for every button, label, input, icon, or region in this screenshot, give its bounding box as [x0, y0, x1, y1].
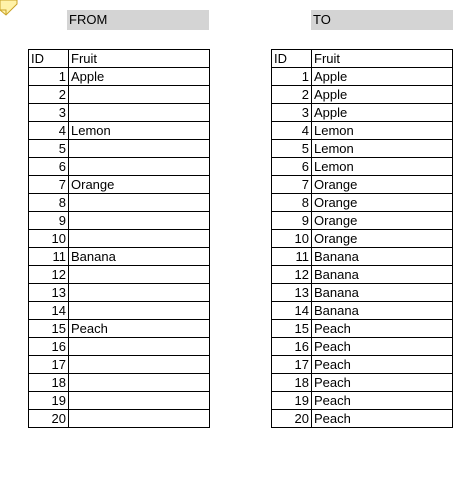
table-row — [29, 104, 210, 122]
fruit-cell[interactable]: Peach — [312, 410, 453, 428]
id-column-header[interactable]: ID — [272, 50, 312, 68]
to-table — [271, 49, 453, 428]
table-row — [29, 338, 210, 356]
table-row — [29, 158, 210, 176]
id-cell[interactable]: 14 — [272, 302, 312, 320]
table-row — [272, 68, 453, 86]
fruit-cell[interactable]: Peach — [312, 338, 453, 356]
fruit-cell[interactable] — [69, 302, 210, 320]
to-header: TO — [311, 10, 453, 30]
id-cell[interactable]: 20 — [272, 410, 312, 428]
table-row — [272, 410, 453, 428]
id-cell[interactable]: 3 — [272, 104, 312, 122]
fruit-cell[interactable] — [69, 410, 210, 428]
table-row — [29, 392, 210, 410]
id-cell[interactable]: 20 — [29, 410, 69, 428]
table-row — [272, 86, 453, 104]
fruit-cell[interactable]: Banana — [69, 248, 210, 266]
fruit-cell[interactable]: Orange — [312, 230, 453, 248]
id-cell[interactable]: 5 — [272, 140, 312, 158]
id-cell[interactable]: 8 — [29, 194, 69, 212]
table-row — [29, 140, 210, 158]
id-cell[interactable]: 9 — [29, 212, 69, 230]
fruit-cell[interactable]: Banana — [312, 302, 453, 320]
id-cell[interactable]: 16 — [272, 338, 312, 356]
fruit-column-header[interactable]: Fruit — [312, 50, 453, 68]
id-cell[interactable]: 11 — [29, 248, 69, 266]
table-row — [29, 122, 210, 140]
fruit-cell[interactable]: Peach — [312, 392, 453, 410]
id-cell[interactable]: 6 — [272, 158, 312, 176]
table-row — [29, 302, 210, 320]
from-header: FROM — [67, 10, 209, 30]
id-cell[interactable]: 14 — [29, 302, 69, 320]
fruit-cell[interactable]: Orange — [69, 176, 210, 194]
fruit-cell[interactable] — [69, 194, 210, 212]
table-row — [272, 212, 453, 230]
id-cell[interactable]: 8 — [272, 194, 312, 212]
table-row — [272, 392, 453, 410]
table-row — [29, 68, 210, 86]
fruit-cell[interactable]: Banana — [312, 248, 453, 266]
fruit-cell[interactable] — [69, 374, 210, 392]
fruit-cell[interactable] — [69, 284, 210, 302]
fruit-cell[interactable]: Apple — [312, 68, 453, 86]
table-row — [272, 356, 453, 374]
fruit-cell[interactable]: Lemon — [312, 140, 453, 158]
id-cell[interactable]: 12 — [29, 266, 69, 284]
id-cell[interactable]: 17 — [29, 356, 69, 374]
fruit-cell[interactable] — [69, 392, 210, 410]
fruit-cell[interactable] — [69, 338, 210, 356]
table-row — [272, 122, 453, 140]
id-cell[interactable]: 18 — [29, 374, 69, 392]
table-row — [272, 194, 453, 212]
id-cell[interactable]: 11 — [272, 248, 312, 266]
table-row — [272, 140, 453, 158]
fruit-cell[interactable] — [69, 140, 210, 158]
fruit-cell[interactable]: Apple — [312, 104, 453, 122]
fruit-column-header[interactable]: Fruit — [69, 50, 210, 68]
table-row — [29, 212, 210, 230]
id-cell[interactable]: 9 — [272, 212, 312, 230]
id-cell[interactable]: 17 — [272, 356, 312, 374]
table-row — [272, 320, 453, 338]
fruit-cell[interactable]: Peach — [312, 356, 453, 374]
id-cell[interactable]: 16 — [29, 338, 69, 356]
id-cell[interactable]: 19 — [272, 392, 312, 410]
fruit-cell[interactable] — [69, 212, 210, 230]
id-cell[interactable]: 7 — [272, 176, 312, 194]
table-row — [29, 248, 210, 266]
id-cell[interactable]: 13 — [272, 284, 312, 302]
table-row — [29, 374, 210, 392]
fruit-cell[interactable]: Peach — [69, 320, 210, 338]
id-cell[interactable]: 1 — [272, 68, 312, 86]
id-cell[interactable]: 4 — [29, 122, 69, 140]
fruit-cell[interactable]: Orange — [312, 194, 453, 212]
fruit-cell[interactable] — [69, 230, 210, 248]
header-row — [272, 50, 453, 68]
id-cell[interactable]: 19 — [29, 392, 69, 410]
table-row — [29, 86, 210, 104]
table-row — [29, 230, 210, 248]
id-cell[interactable]: 15 — [272, 320, 312, 338]
id-cell[interactable]: 2 — [29, 86, 69, 104]
table-row — [29, 410, 210, 428]
fruit-cell[interactable]: Orange — [312, 212, 453, 230]
id-cell[interactable]: 1 — [29, 68, 69, 86]
id-cell[interactable]: 15 — [29, 320, 69, 338]
table-row — [29, 194, 210, 212]
id-cell[interactable]: 5 — [29, 140, 69, 158]
fruit-cell[interactable]: Banana — [312, 266, 453, 284]
from-table — [28, 49, 210, 428]
table-row — [272, 248, 453, 266]
fruit-cell[interactable] — [69, 158, 210, 176]
id-cell[interactable]: 18 — [272, 374, 312, 392]
table-row — [272, 104, 453, 122]
table-row — [29, 320, 210, 338]
fruit-cell[interactable] — [69, 104, 210, 122]
table-row — [272, 158, 453, 176]
id-cell[interactable]: 4 — [272, 122, 312, 140]
fruit-cell[interactable] — [69, 266, 210, 284]
fruit-cell[interactable]: Apple — [312, 86, 453, 104]
fruit-cell[interactable] — [69, 86, 210, 104]
table-row — [272, 230, 453, 248]
fruit-cell[interactable]: Peach — [312, 320, 453, 338]
id-cell[interactable]: 10 — [272, 230, 312, 248]
header-row — [29, 50, 210, 68]
fruit-cell[interactable]: Orange — [312, 176, 453, 194]
table-row — [272, 284, 453, 302]
table-row — [29, 266, 210, 284]
id-cell[interactable]: 7 — [29, 176, 69, 194]
id-cell[interactable]: 3 — [29, 104, 69, 122]
id-cell[interactable]: 6 — [29, 158, 69, 176]
table-row — [29, 176, 210, 194]
id-cell[interactable]: 13 — [29, 284, 69, 302]
fruit-cell[interactable]: Banana — [312, 284, 453, 302]
table-row — [272, 266, 453, 284]
table-row — [29, 356, 210, 374]
table-row — [272, 374, 453, 392]
id-cell[interactable]: 12 — [272, 266, 312, 284]
note-icon — [0, 0, 20, 16]
fruit-cell[interactable]: Lemon — [69, 122, 210, 140]
table-row — [272, 338, 453, 356]
id-column-header[interactable]: ID — [29, 50, 69, 68]
fruit-cell[interactable]: Apple — [69, 68, 210, 86]
fruit-cell[interactable]: Lemon — [312, 158, 453, 176]
table-row — [272, 302, 453, 320]
table-row — [29, 284, 210, 302]
fruit-cell[interactable]: Lemon — [312, 122, 453, 140]
id-cell[interactable]: 10 — [29, 230, 69, 248]
table-row — [272, 176, 453, 194]
id-cell[interactable]: 2 — [272, 86, 312, 104]
fruit-cell[interactable]: Peach — [312, 374, 453, 392]
fruit-cell[interactable] — [69, 356, 210, 374]
